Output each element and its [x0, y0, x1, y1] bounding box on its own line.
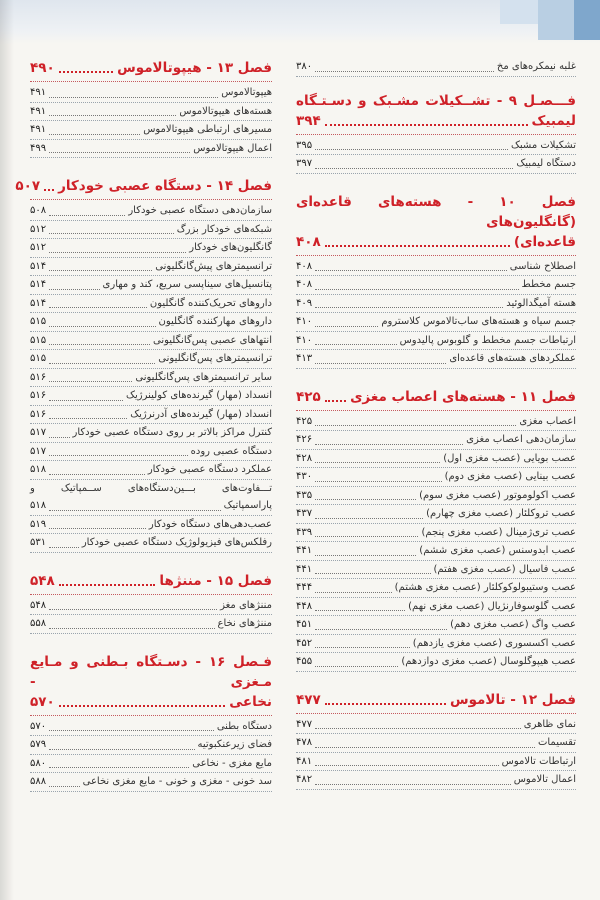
toc-entry-title: داروهای مهارکننده گانگلیون — [158, 316, 272, 327]
dot-leader — [49, 730, 214, 731]
toc-entry-page: ۴۵۱ — [296, 619, 313, 630]
dot-leader — [315, 326, 378, 327]
toc-entry-title: عصب بویایی (عصب مغزی اول) — [443, 452, 576, 464]
toc-entry-page: ۴۳۰ — [296, 471, 313, 482]
dot-leader — [315, 363, 446, 364]
toc-entry[interactable] — [296, 505, 576, 524]
toc-entry[interactable] — [30, 258, 272, 277]
toc-entry-page: ۴۹۱ — [30, 87, 47, 98]
chapter-title: فصل ۱۲ - تالاموس — [449, 691, 576, 708]
toc-entry-title: مننژهای مغز — [220, 599, 272, 611]
toc-entry[interactable] — [30, 84, 272, 103]
dot-leader — [59, 584, 156, 586]
toc-entry-page: ۵۱۷ — [30, 427, 47, 438]
toc-entry-title: عملکرد دستگاه عصبی خودکار — [147, 464, 272, 475]
toc-entry[interactable] — [30, 534, 272, 553]
toc-entry[interactable] — [296, 431, 576, 450]
toc-entry[interactable] — [296, 561, 576, 580]
decorative-corner-block — [500, 0, 538, 24]
toc-entry-page: ۴۳۵ — [296, 489, 313, 501]
toc-entry[interactable] — [30, 773, 272, 792]
toc-chapter — [296, 387, 576, 672]
chapter-title: فصل ۱۱ - هسته‌های اعصاب مغزی — [350, 388, 576, 405]
chapter-page: ۵۰۷ — [15, 178, 41, 194]
toc-entry-title: تشکیلات مشبک — [510, 139, 576, 151]
toc-entry[interactable] — [30, 480, 272, 516]
toc-entry-title: انسداد (مهار) گیرنده‌های آدرنرژیک — [130, 408, 272, 420]
chapter-page: ۴۷۷ — [296, 691, 321, 708]
toc-entry-title: دستگاه بطنی — [216, 720, 272, 732]
toc-entry-title: فضای زیرعنکبوتیه — [197, 739, 272, 750]
chapter-heading-line2 — [296, 232, 576, 252]
toc-entry-page: ۵۱۸ — [30, 500, 47, 511]
toc-entry-page: ۵۱۴ — [30, 260, 47, 272]
toc-entry-title: رفلکس‌های فیزیولوژیک دستگاه عصبی خودکار — [81, 537, 272, 548]
toc-chapter — [296, 192, 576, 369]
chapter-page: ۵۷۰ — [30, 693, 55, 710]
chapter-heading[interactable] — [30, 652, 272, 716]
toc-entry-title: ترانسیمترهای پیش‌گانگلیونی — [155, 260, 272, 272]
toc-entry-page: ۴۵۵ — [296, 656, 313, 667]
dot-leader — [315, 647, 410, 648]
toc-entry[interactable] — [30, 718, 272, 737]
toc-entry-title: جسم سیاه و هسته‌های ساب‌تالاموس کلاستروم — [381, 316, 576, 327]
toc-entry-title: مننژهای نخاع — [217, 618, 272, 629]
dot-leader — [49, 786, 80, 787]
dot-leader — [315, 536, 418, 537]
toc-entry-title-line1: تـــفاوت‌های بـــین‌دستگاه‌های ســمپاتیک و — [30, 482, 272, 494]
dot-leader — [49, 97, 218, 98]
toc-chapter — [30, 58, 272, 158]
chapter-page: ۴۰۸ — [296, 233, 321, 250]
toc-entry-page: ۵۱۵ — [30, 334, 47, 346]
toc-chapter — [296, 690, 576, 790]
dot-leader — [49, 609, 217, 610]
toc-entry[interactable] — [30, 597, 272, 616]
toc-chapter — [296, 91, 576, 174]
toc-entry-page: ۵۸۰ — [30, 757, 47, 769]
dot-leader — [49, 152, 190, 153]
toc-entry-page: ۵۰۸ — [30, 205, 47, 216]
dot-leader — [315, 462, 440, 463]
dot-leader — [49, 381, 132, 382]
toc-entry-title: عملکردهای هسته‌های قاعده‌ای — [449, 353, 576, 364]
dot-leader — [315, 444, 463, 445]
dot-leader — [49, 749, 194, 750]
chapter-page: ۴۹۰ — [30, 60, 55, 76]
dot-leader — [315, 270, 507, 271]
chapter-heading[interactable] — [30, 58, 272, 82]
toc-entry[interactable] — [30, 516, 272, 535]
toc-entry-page: ۵۱۵ — [30, 316, 47, 327]
dot-leader — [49, 455, 188, 456]
toc-entry[interactable] — [296, 653, 576, 672]
toc-entry[interactable] — [296, 716, 576, 735]
toc-entry-page: ۴۴۱ — [296, 563, 313, 575]
toc-entry[interactable] — [30, 313, 272, 332]
chapter-heading[interactable] — [296, 192, 576, 256]
dot-leader — [315, 344, 396, 345]
toc-entry-page: ۴۹۹ — [30, 142, 47, 154]
toc-entry[interactable] — [296, 332, 576, 351]
page-gutter-shadow — [0, 0, 14, 900]
toc-entry[interactable] — [296, 468, 576, 487]
toc-entry[interactable] — [30, 461, 272, 480]
toc-entry-page: ۴۰۹ — [296, 297, 313, 309]
toc-entry-page: ۴۳۷ — [296, 508, 313, 519]
toc-chapter — [15, 176, 272, 553]
toc-entry-page: ۵۱۹ — [30, 518, 47, 530]
toc-entry[interactable] — [296, 598, 576, 617]
dot-leader — [49, 326, 155, 327]
toc-entry-page: ۵۱۶ — [30, 390, 47, 401]
dot-leader — [315, 307, 503, 308]
toc-entry-title: هیپوتالاموس — [221, 87, 272, 98]
toc-entry[interactable] — [30, 736, 272, 755]
toc-entry[interactable] — [30, 332, 272, 351]
dot-leader — [325, 400, 346, 402]
chapter-heading[interactable] — [15, 176, 272, 200]
toc-entry-title: تقسیمات — [537, 737, 576, 748]
dot-leader — [49, 115, 176, 116]
toc-entry[interactable] — [296, 295, 576, 314]
toc-entry-title: مایع مغزی - نخاعی — [192, 757, 272, 769]
toc-entry-title: هسته آمیگدالوئید — [506, 297, 576, 309]
dot-leader — [49, 418, 127, 419]
toc-entry-title: عصب اکسسوری (عصب مغزی یازدهم) — [412, 637, 576, 649]
toc-entry[interactable] — [30, 755, 272, 774]
toc-entry[interactable] — [30, 295, 272, 314]
toc-chapter — [30, 652, 272, 792]
dot-leader — [49, 344, 150, 345]
toc-entry-title: ارتباطات تالاموس — [501, 755, 576, 767]
chapter-title: فصل ۱۵ - مننژها — [159, 572, 272, 589]
toc-entry-title: سازمان‌دهی دستگاه عصبی خودکار — [128, 205, 272, 216]
dot-leader — [315, 784, 511, 785]
toc-entry-title: ارتباطات جسم مخطط و گلوبوس پالیدوس — [399, 334, 576, 346]
dot-leader — [49, 252, 186, 253]
toc-entry-page: ۴۲۶ — [296, 434, 313, 445]
dot-leader — [315, 499, 416, 500]
dot-leader — [49, 289, 99, 290]
toc-entry-title: عصب واگ (عصب مغزی دهم) — [450, 619, 576, 630]
toc-entry-page: ۴۱۳ — [296, 353, 313, 364]
chapter-heading[interactable] — [30, 571, 272, 595]
dot-leader — [325, 245, 510, 247]
toc-entry[interactable] — [30, 387, 272, 406]
dot-leader — [315, 425, 516, 426]
dot-leader — [315, 629, 447, 630]
toc-entry[interactable] — [30, 276, 272, 295]
toc-entry-title: کنترل مراکز بالاتر بر روی دستگاه عصبی خودکار — [72, 427, 272, 438]
toc-entry-page: ۵۷۹ — [30, 739, 47, 750]
toc-entry-page: ۵۴۸ — [30, 599, 47, 611]
toc-entry[interactable] — [30, 350, 272, 369]
toc-entry[interactable] — [296, 450, 576, 469]
toc-entry[interactable] — [30, 406, 272, 425]
toc-entry-title: دستگاه لیمبیک — [516, 158, 576, 169]
toc-entry-page: ۴۸۱ — [296, 755, 313, 767]
toc-entry-title: عصب تری‌ژمینال (عصب مغزی پنجم) — [421, 526, 576, 538]
toc-entry-title: مسیرهای ارتباطی هیپوتالاموس — [143, 124, 272, 135]
toc-entry[interactable] — [296, 137, 576, 156]
toc-entry[interactable] — [296, 753, 576, 772]
dot-leader — [49, 547, 79, 548]
dot-leader — [49, 307, 147, 308]
dot-leader — [315, 666, 398, 667]
dot-leader — [49, 474, 145, 475]
dot-leader — [325, 124, 528, 126]
dot-leader — [49, 767, 189, 768]
toc-entry[interactable] — [296, 734, 576, 753]
toc-entry-page: ۴۲۸ — [296, 452, 313, 464]
chapter-heading[interactable] — [296, 91, 576, 135]
toc-entry-page: ۵۸۸ — [30, 776, 47, 787]
toc-entry[interactable] — [30, 239, 272, 258]
toc-entry-page: ۵۳۱ — [30, 537, 47, 548]
toc-entry[interactable] — [296, 58, 576, 77]
toc-entry-page: ۴۴۴ — [296, 582, 313, 593]
toc-entry[interactable] — [30, 202, 272, 221]
toc-entry-page: ۴۴۸ — [296, 600, 313, 612]
chapter-title-line1: فـصل ۱۶ - دسـتگاه بـطنی و مـایع مـغزی - — [30, 653, 272, 690]
dot-leader — [315, 518, 423, 519]
toc-entry-page: ۵۱۷ — [30, 445, 47, 457]
chapter-page: ۵۴۸ — [30, 572, 55, 589]
toc-entry-page: ۵۵۸ — [30, 618, 47, 629]
toc-entry[interactable] — [296, 487, 576, 506]
dot-leader — [315, 555, 416, 556]
toc-top-entry-group — [296, 58, 576, 77]
dot-leader — [325, 703, 446, 705]
toc-entry[interactable] — [296, 635, 576, 654]
toc-entry-page: ۴۰۸ — [296, 260, 313, 272]
toc-entry-title: اصطلاح شناسی — [509, 260, 576, 272]
toc-entry-title: نمای ظاهری — [523, 718, 576, 730]
toc-entry-title: غلبه نیمکره‌های مخ — [496, 61, 576, 72]
toc-entry[interactable] — [296, 524, 576, 543]
toc-entry-title: عصب تروکلئار (عصب مغزی چهارم) — [426, 508, 576, 519]
dot-leader — [44, 189, 54, 191]
toc-entry-title: شبکه‌های خودکار بزرگ — [176, 223, 272, 235]
toc-entry[interactable] — [296, 771, 576, 790]
toc-entry-page: ۴۱۰ — [296, 334, 313, 346]
toc-entry[interactable] — [30, 140, 272, 159]
toc-entry-page: ۴۸۲ — [296, 774, 313, 785]
toc-entry-page: ۴۴۱ — [296, 545, 313, 556]
toc-entry-page: ۵۱۸ — [30, 464, 47, 475]
toc-entry-title: عصب هیپوگلوسال (عصب مغزی دوازدهم) — [401, 656, 576, 667]
toc-entry-page: ۴۹۱ — [30, 105, 47, 117]
toc-entry-title: جسم مخطط — [521, 279, 576, 290]
toc-entry-page: ۴۲۵ — [296, 415, 313, 427]
dot-leader — [315, 71, 494, 72]
toc-entry-page: ۵۱۴ — [30, 297, 47, 309]
dot-leader — [315, 592, 392, 593]
toc-entry-page: ۵۱۶ — [30, 408, 47, 420]
toc-entry-title: هسته‌های هیپوتالاموس — [179, 105, 272, 117]
toc-entry-title: داروهای تحریک‌کننده گانگلیون — [149, 297, 272, 309]
toc-entry[interactable] — [296, 313, 576, 332]
chapter-title-line1: فـــصـل ۹ - تشــکیلات مشـبک و دسـتـگاه — [296, 92, 576, 109]
toc-entry-title: ترانسیمترهای پس‌گانگلیونی — [158, 353, 272, 364]
toc-entry-title: دستگاه عصبی روده — [190, 445, 272, 457]
toc-entry[interactable] — [296, 350, 576, 369]
chapter-title: فصل ۱۴ - دستگاه عصبی خودکار — [58, 178, 272, 194]
decorative-corner-block — [574, 0, 600, 40]
dot-leader — [49, 437, 69, 438]
toc-entry-title: عصب اکولوموتور (عصب مغزی سوم) — [419, 489, 576, 501]
dot-leader — [49, 628, 214, 629]
chapter-heading-line2 — [296, 111, 576, 131]
dot-leader — [315, 289, 518, 290]
toc-entry-page: ۴۵۲ — [296, 637, 313, 649]
toc-entry[interactable] — [30, 121, 272, 140]
toc-entry-title: سد خونی - مغزی و خونی - مایع مغزی نخاعی — [82, 776, 272, 787]
chapter-title-line1: فصل ۱۰ - هسته‌های قاعده‌ای (گانگلیون‌های — [296, 193, 576, 230]
dot-leader — [49, 134, 140, 135]
chapter-heading-line2 — [30, 692, 272, 712]
dot-leader — [315, 168, 513, 169]
chapter-heading[interactable] — [296, 690, 576, 714]
dot-leader — [59, 71, 113, 73]
dot-leader — [315, 765, 499, 766]
dot-leader — [315, 573, 430, 574]
toc-entry[interactable] — [296, 579, 576, 598]
toc-entry-title: عصب بینایی (عصب مغزی دوم) — [444, 471, 576, 482]
toc-entry-page: ۴۱۰ — [296, 316, 313, 327]
toc-entry-title: اعصاب مغزی — [519, 415, 576, 427]
dot-leader — [49, 233, 174, 234]
toc-entry-title: عصب فاسیال (عصب مغزی هفتم) — [433, 563, 576, 575]
chapter-heading[interactable] — [296, 387, 576, 411]
toc-entry-title: انتهاهای عصبی پس‌گانگلیونی — [153, 334, 272, 346]
toc-entry[interactable] — [296, 258, 576, 277]
toc-entry-page: ۴۷۸ — [296, 737, 313, 748]
toc-entry-title: پتانسیل‌های سیناپسی سریع، کند و مهاری — [102, 279, 272, 290]
toc-entry-page: ۴۹۱ — [30, 124, 47, 135]
chapter-title-line2: نخاعی — [229, 693, 272, 710]
chapter-title-line2: لیمبیک — [531, 112, 576, 129]
toc-entry-title: گانگلیون‌های خودکار — [189, 242, 272, 253]
toc-entry[interactable] — [296, 542, 576, 561]
chapter-page: ۳۹۴ — [296, 112, 321, 129]
toc-entry-page: ۵۱۶ — [30, 371, 47, 383]
dot-leader — [49, 400, 123, 401]
toc-entry-page: ۴۰۸ — [296, 279, 313, 290]
toc-entry-page: ۳۹۵ — [296, 139, 313, 151]
toc-right-column — [296, 58, 576, 808]
toc-entry-title-line2: پاراسمپاتیک — [223, 500, 272, 511]
dot-leader — [315, 481, 441, 482]
dot-leader — [315, 747, 535, 748]
toc-entry[interactable] — [30, 424, 272, 443]
dot-leader — [49, 215, 125, 216]
dot-leader — [49, 363, 155, 364]
toc-entry[interactable] — [30, 103, 272, 122]
toc-entry-title: عصب گلوسوفارنژیال (عصب مغزی نهم) — [408, 600, 576, 612]
toc-entry[interactable] — [30, 615, 272, 634]
toc-entry[interactable] — [296, 616, 576, 635]
toc-entry-title: انسداد (مهار) گیرنده‌های کولینرژیک — [126, 390, 272, 401]
chapter-title: فصل ۱۳ - هیپوتالاموس — [117, 60, 272, 76]
dot-leader — [49, 270, 152, 271]
toc-entry[interactable] — [30, 369, 272, 388]
dot-leader — [315, 610, 405, 611]
dot-leader — [49, 528, 146, 529]
dot-leader — [315, 149, 508, 150]
toc-entry-page: ۵۱۲ — [30, 223, 47, 235]
toc-entry[interactable] — [296, 155, 576, 174]
toc-entry-title: سایر ترانسیمترهای پس‌گانگلیونی — [135, 371, 272, 383]
toc-entry-line2 — [30, 497, 272, 515]
toc-entry-page: ۳۹۷ — [296, 158, 313, 169]
toc-entry-page: ۴۷۷ — [296, 718, 313, 730]
toc-left-column — [15, 58, 272, 810]
toc-entry[interactable] — [296, 276, 576, 295]
toc-entry-title: عصب وستیبولوکوکلئار (عصب مغزی هشتم) — [394, 582, 576, 593]
chapter-page: ۴۲۵ — [296, 388, 321, 405]
dot-leader — [315, 728, 521, 729]
dot-leader — [59, 705, 226, 707]
toc-entry-page: ۵۷۰ — [30, 720, 47, 732]
toc-entry-page: ۵۱۵ — [30, 353, 47, 364]
toc-entry-title: اعمال تالاموس — [513, 774, 576, 785]
dot-leader — [49, 510, 220, 511]
toc-entry-title: عصب ابدوسنس (عصب مغزی ششم) — [419, 545, 576, 556]
toc-entry-title: سازمان‌دهی اعصاب مغزی — [466, 434, 576, 445]
toc-entry-page: ۳۸۰ — [296, 61, 313, 72]
toc-entry-page: ۵۱۲ — [30, 242, 47, 253]
chapter-title-line2: قاعده‌ای) — [513, 233, 576, 250]
toc-chapter — [30, 571, 272, 634]
toc-entry-title: عصب‌دهی‌های دستگاه خودکار — [148, 518, 272, 530]
toc-entry-page: ۴۳۹ — [296, 526, 313, 538]
toc-entry[interactable] — [30, 221, 272, 240]
toc-entry-title: اعمال هیپوتالاموس — [193, 142, 272, 154]
toc-entry[interactable] — [296, 413, 576, 432]
toc-entry[interactable] — [30, 443, 272, 462]
toc-entry-page: ۵۱۴ — [30, 279, 47, 290]
